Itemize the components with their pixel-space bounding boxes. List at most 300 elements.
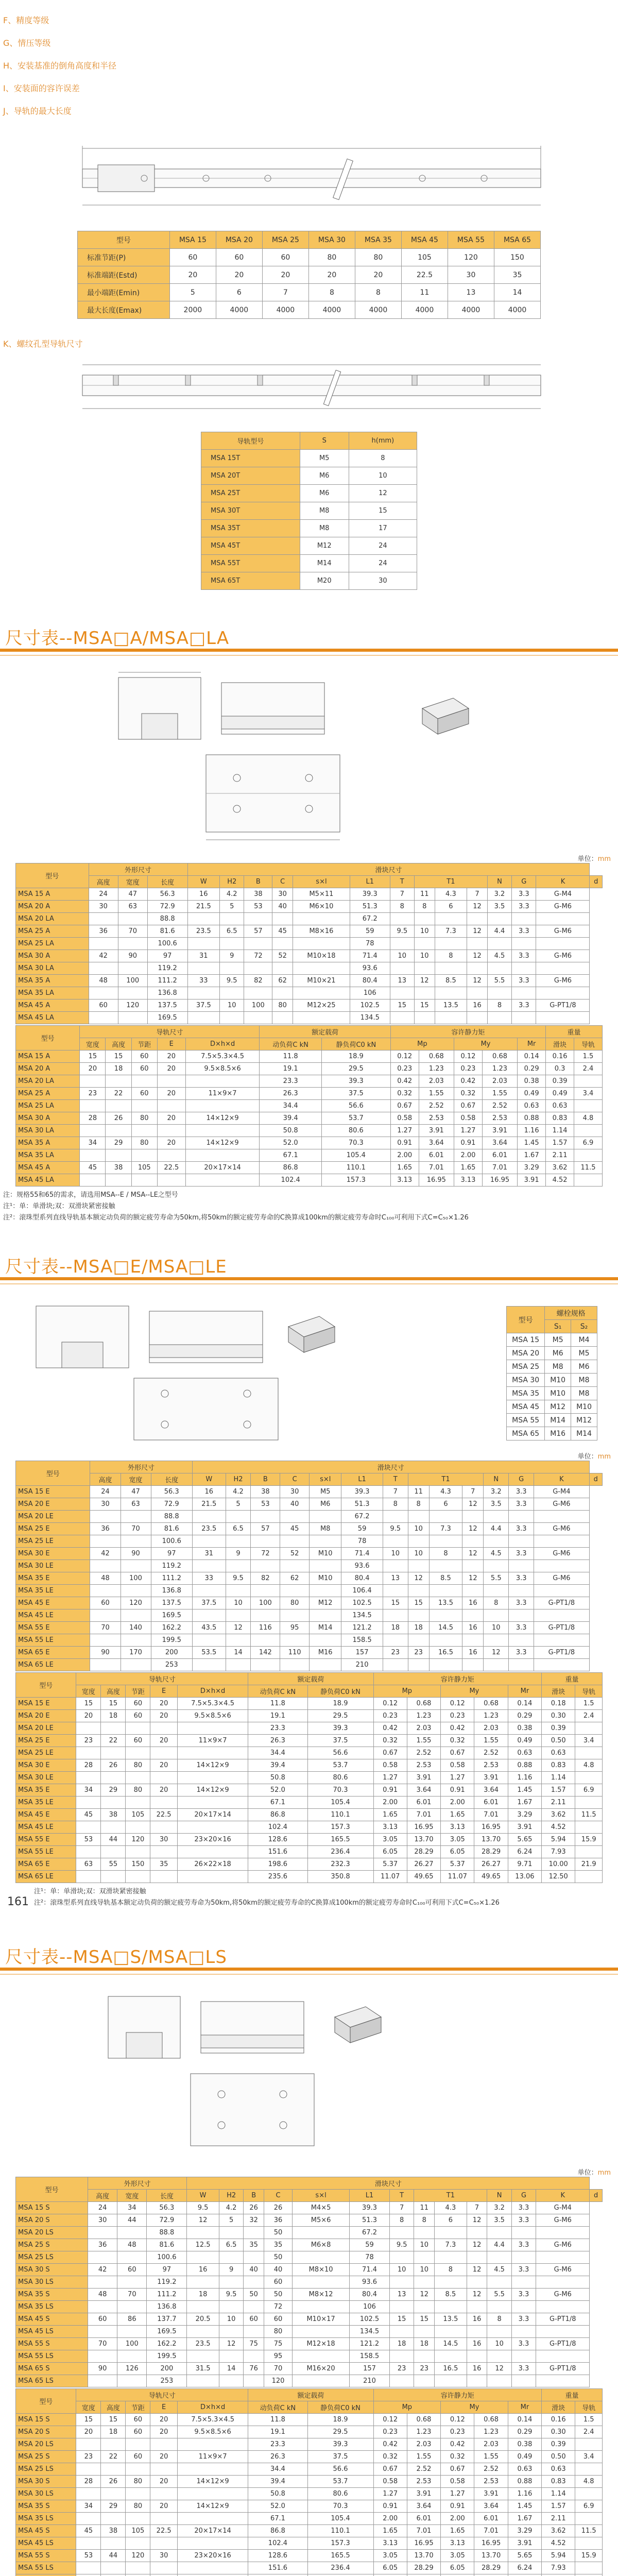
table-cell: 23.5 <box>187 2338 219 2350</box>
table-cell: MSA 45 LS <box>16 2326 88 2338</box>
section-title: 尺寸表--MSA□S/MSA□LS <box>5 1947 227 1968</box>
table-cell: 3.64 <box>474 1784 508 1797</box>
table-row <box>16 2426 603 2438</box>
table-cell: MSA 55 <box>507 1414 545 1427</box>
table-cell <box>509 1511 534 1523</box>
table-cell: 119.2 <box>147 2276 187 2289</box>
table-cell: G-M6 <box>534 1572 590 1585</box>
table-cell: 12 <box>414 2289 435 2301</box>
table-cell: 11.5 <box>575 2525 603 2537</box>
table-cell: MSA 65 <box>507 1427 545 1440</box>
table-cell: 26.27 <box>474 1858 508 1871</box>
table-cell <box>487 2227 511 2239</box>
table-cell: 48 <box>90 1572 121 1585</box>
table-cell: 0.38 <box>508 1722 541 1735</box>
table-row <box>16 2350 603 2363</box>
table-cell: 0.23 <box>390 1063 419 1075</box>
table-cell: MSA 30 <box>507 1374 545 1387</box>
header-cell: N <box>484 1473 509 1486</box>
table-cell <box>467 2350 487 2363</box>
table-cell <box>474 2574 508 2576</box>
table-cell: 0.18 <box>542 1698 575 1710</box>
table-cell: 45 <box>272 925 293 938</box>
table-cell: 26.3 <box>260 1088 321 1100</box>
table-cell: 13.70 <box>407 1834 440 1846</box>
table-cell: 60 <box>117 2264 147 2276</box>
table-cell: 1.45 <box>508 1784 541 1797</box>
table-cell: 80 <box>280 1597 310 1609</box>
table-cell: 162.2 <box>151 1622 192 1634</box>
table-cell: 2.52 <box>482 1100 517 1112</box>
table-cell: 22 <box>106 1088 131 1100</box>
table-cell <box>414 2301 435 2313</box>
table-cell: 9.5 <box>219 2289 243 2301</box>
unit-value: mm <box>597 1453 611 1461</box>
table-cell: 11.8 <box>248 2414 307 2426</box>
table-cell: 7.93 <box>542 1846 575 1858</box>
table-cell: 8 <box>484 1597 509 1609</box>
table-cell: MSA 25 LE <box>16 1747 76 1759</box>
table-row <box>16 1511 603 1523</box>
table-cell: MSA 45 S <box>16 2313 88 2326</box>
table-cell: 15 <box>383 1597 408 1609</box>
table-cell: 4.8 <box>574 1112 603 1125</box>
header-cell: D×h×d <box>177 2401 248 2414</box>
table-cell: 3.62 <box>542 2525 575 2537</box>
table-cell: MSA 35 A <box>16 975 89 987</box>
table-cell: 75 <box>244 2338 264 2350</box>
table-row <box>16 2301 603 2313</box>
table-cell: 26 <box>101 2476 126 2488</box>
table-cell <box>429 1659 462 1671</box>
table-cell <box>244 1012 272 1024</box>
table-cell <box>383 1511 408 1523</box>
header-cell: T1 <box>414 876 487 888</box>
table-cell: MSA 20 A <box>16 901 89 913</box>
table-cell: 70 <box>90 1622 121 1634</box>
table-cell: MSA 15 A <box>16 888 89 901</box>
table-row <box>16 1858 603 1871</box>
table-cell <box>575 2513 603 2525</box>
table-cell: M10 <box>545 1374 571 1387</box>
table-cell: 6.24 <box>508 1846 541 1858</box>
unit-label <box>578 1451 611 1461</box>
table-cell: 24 <box>349 537 417 555</box>
table-cell: 7.01 <box>419 1162 454 1174</box>
header-cell: 重量 <box>542 2389 603 2401</box>
table-cell: MSA 20 S <box>16 2214 88 2227</box>
table-cell <box>536 2301 590 2313</box>
table-cell: M12×18 <box>293 2338 350 2350</box>
table-cell: MSA 30 S <box>16 2476 76 2488</box>
table-cell: 7.01 <box>474 2525 508 2537</box>
table-cell: 3.29 <box>508 1809 541 1821</box>
table-cell: 100 <box>118 975 147 987</box>
table-cell: 2.53 <box>407 2476 440 2488</box>
table-cell: 13.06 <box>508 1871 541 1883</box>
table-cell: 36 <box>90 1523 121 1535</box>
table-cell: 38 <box>101 2525 126 2537</box>
table-cell: 0.83 <box>542 1759 575 1772</box>
table-cell: 70.3 <box>307 2500 373 2513</box>
table-cell <box>101 1722 126 1735</box>
table-cell: 137.5 <box>151 1597 192 1609</box>
table-cell: 0.23 <box>441 1710 474 1722</box>
table-cell: 6.5 <box>220 925 244 938</box>
table-cell <box>220 962 244 975</box>
table-cell: 22 <box>101 1735 126 1747</box>
table-cell: 21.5 <box>187 901 220 913</box>
table-cell: 10 <box>414 2264 435 2276</box>
table-cell: 70 <box>264 2363 293 2375</box>
table-cell: 39.4 <box>260 1112 321 1125</box>
table-cell: 50.8 <box>248 2488 307 2500</box>
header-cell: H2 <box>226 1473 251 1486</box>
section-e-dims-table <box>15 1461 603 1671</box>
table-cell: 5.94 <box>542 1834 575 1846</box>
table-cell <box>487 1012 511 1024</box>
table-cell: 3.64 <box>407 2500 440 2513</box>
table-cell: 8 <box>414 901 435 913</box>
table-cell: MSA 30 LS <box>16 2488 76 2500</box>
table-cell: MSA 25 S <box>16 2239 88 2251</box>
table-cell <box>536 938 590 950</box>
table-cell <box>408 1535 429 1548</box>
table-cell: 39.3 <box>350 888 390 901</box>
table-cell <box>509 1659 534 1671</box>
table-cell: MSA 25 LA <box>16 1100 80 1112</box>
block-technical-drawing <box>103 1986 412 2161</box>
table-cell: 30 <box>150 2550 178 2562</box>
table-cell <box>187 1012 220 1024</box>
header-cell: H2 <box>219 2190 243 2202</box>
table-row <box>507 1347 597 1360</box>
table-cell: 102.5 <box>341 1597 383 1609</box>
block-technical-drawing <box>31 1296 340 1450</box>
table-cell: 106.4 <box>341 1585 383 1597</box>
table-cell: M12×25 <box>293 999 350 1012</box>
table-row <box>16 1634 603 1647</box>
table-cell: 119.2 <box>151 1560 192 1572</box>
table-cell <box>126 1797 150 1809</box>
table-cell: 9.5×8.5×6 <box>177 2426 248 2438</box>
bullet-item: H、安装基准的倒角高度和半径 <box>3 61 117 71</box>
table-cell: 40 <box>280 1498 310 1511</box>
table-cell: 253 <box>147 2375 187 2387</box>
table-cell: 1.23 <box>482 1063 517 1075</box>
table-cell: 20 <box>150 1735 178 1747</box>
table-cell: MSA 20 <box>507 1347 545 1360</box>
header-cell: d <box>590 2190 603 2202</box>
table-cell: 0.23 <box>441 2426 474 2438</box>
table-cell <box>150 2513 178 2525</box>
table-cell: 34.4 <box>248 2463 307 2476</box>
table-cell: G-M6 <box>536 2289 590 2301</box>
table-cell: 26.27 <box>407 1858 440 1871</box>
table-cell: MSA 55 LE <box>16 1846 76 1858</box>
table-cell: 30 <box>448 266 494 284</box>
table-cell <box>467 2251 487 2264</box>
table-cell <box>90 1659 121 1671</box>
table-cell: 9.5 <box>389 2239 414 2251</box>
table-cell: 15 <box>80 1050 106 1063</box>
table-cell: 2.53 <box>407 1759 440 1772</box>
table-cell <box>280 1659 310 1671</box>
table-cell <box>126 1871 150 1883</box>
table-cell <box>90 1634 121 1647</box>
table-cell: 102.5 <box>350 2313 390 2326</box>
table-cell: 38 <box>106 1162 131 1174</box>
table-cell: 30 <box>349 572 417 590</box>
table-cell: 20×17×14 <box>185 1162 260 1174</box>
table-row <box>16 1784 603 1797</box>
table-cell: 3.3 <box>512 999 536 1012</box>
table-cell <box>414 2375 435 2387</box>
table-cell: 3.4 <box>575 2451 603 2463</box>
table-cell: 56.6 <box>307 1747 373 1759</box>
table-cell: 140 <box>121 1622 151 1634</box>
table-cell: 15 <box>101 2414 126 2426</box>
table-cell <box>177 2537 248 2550</box>
table-row <box>16 1149 603 1162</box>
table-cell: MSA 45T <box>201 537 300 555</box>
header-cell: 螺栓规格 <box>545 1307 597 1320</box>
table-cell: 53 <box>76 1834 101 1846</box>
table-cell: 3.3 <box>512 901 536 913</box>
table-cell: 6.9 <box>575 1784 603 1797</box>
header-cell: G <box>511 2190 536 2202</box>
table-cell: 9.5 <box>220 975 244 987</box>
table-cell: MSA 15T <box>201 450 300 467</box>
header-cell: E <box>150 1685 178 1698</box>
table-cell: 2.4 <box>574 1063 603 1075</box>
header-cell: d <box>589 1473 602 1486</box>
table-row <box>16 962 603 975</box>
table-cell: 7.01 <box>407 1809 440 1821</box>
table-cell <box>157 1149 185 1162</box>
table-cell: 56.6 <box>321 1100 390 1112</box>
table-cell: MSA 55 S <box>16 2550 76 2562</box>
header-cell: My <box>454 1038 517 1050</box>
table-cell: 72 <box>264 2301 293 2313</box>
table-cell <box>244 2251 264 2264</box>
table-cell: 11×9×7 <box>177 2451 248 2463</box>
table-cell: 3.05 <box>373 1834 407 1846</box>
table-row <box>16 1486 603 1498</box>
table-cell: 3.5 <box>487 2214 511 2227</box>
header-cell: S <box>300 432 349 450</box>
table-cell: 2.03 <box>407 2438 440 2451</box>
table-cell <box>429 1609 462 1622</box>
table-cell: 52.0 <box>248 1784 307 1797</box>
table-cell: 最大长度(Emax) <box>78 301 170 319</box>
table-cell: 35 <box>244 2239 264 2251</box>
table-cell: 80 <box>131 1137 157 1149</box>
table-cell <box>467 2276 487 2289</box>
table-cell <box>150 1797 178 1809</box>
table-cell: 1.45 <box>518 1137 546 1149</box>
table-cell <box>80 1149 106 1162</box>
table-cell: 0.67 <box>373 2463 407 2476</box>
table-cell: MSA 20 LS <box>16 2438 76 2451</box>
table-cell: 5.5 <box>484 1572 509 1585</box>
table-cell: 8 <box>349 450 417 467</box>
table-cell: 0.39 <box>546 1075 574 1088</box>
divider <box>0 655 618 656</box>
table-row <box>16 1572 603 1585</box>
table-cell: 100 <box>244 999 272 1012</box>
table-cell <box>76 2513 101 2525</box>
table-cell: 1.14 <box>542 2488 575 2500</box>
table-cell: G-M6 <box>536 901 590 913</box>
header-cell: W <box>187 2190 219 2202</box>
table-cell: MSA 45 A <box>16 999 89 1012</box>
table-cell <box>487 987 511 999</box>
table-cell: 6.01 <box>407 2513 440 2525</box>
table-cell: G-PT1/8 <box>536 2338 590 2350</box>
table-cell <box>177 1797 248 1809</box>
table-cell: 26 <box>244 2202 264 2214</box>
table-cell: 20×17×14 <box>177 1809 248 1821</box>
unit-prefix: 单位： <box>577 1453 598 1461</box>
table-cell: 1.27 <box>373 2488 407 2500</box>
table-cell: 6.5 <box>226 1523 251 1535</box>
table-cell: 20 <box>150 1759 178 1772</box>
table-cell: 12 <box>226 1622 251 1634</box>
table-cell: 14×12×9 <box>177 2500 248 2513</box>
table-cell: 6 <box>435 2214 467 2227</box>
table-cell: 71.4 <box>341 1548 383 1560</box>
table-cell: 3.2 <box>484 1486 509 1498</box>
table-cell: 165.5 <box>307 1834 373 1846</box>
table-cell <box>76 1797 101 1809</box>
table-cell: 3.3 <box>512 888 536 901</box>
header-cell: 长度 <box>147 876 187 888</box>
table-header-row <box>16 2401 603 2414</box>
table-cell: 38 <box>244 888 272 901</box>
table-row <box>201 572 417 590</box>
table-cell: 82 <box>244 975 272 987</box>
table-cell: 6.01 <box>482 1149 517 1162</box>
table-row <box>78 284 541 301</box>
table-cell: 0.63 <box>508 2463 541 2476</box>
table-cell <box>88 2276 117 2289</box>
header-cell: 型号 <box>78 231 170 249</box>
table-cell: 0.14 <box>508 1698 541 1710</box>
table-cell: 17 <box>349 520 417 537</box>
section-a-drawing <box>0 662 618 863</box>
table-cell: 5.37 <box>373 1858 407 1871</box>
table-cell: 2.00 <box>441 1797 474 1809</box>
table-cell: 31 <box>187 950 220 962</box>
table-cell: 136.8 <box>147 2301 187 2313</box>
table-header-row <box>16 1461 603 1473</box>
table-row <box>16 2264 603 2276</box>
header-cell: 导轨 <box>575 2401 603 2414</box>
table-cell: 4.4 <box>484 1523 509 1535</box>
table-cell: 134.5 <box>350 2326 390 2338</box>
table-cell: 136.8 <box>151 1585 192 1597</box>
table-cell: 20 <box>150 1784 178 1797</box>
table-cell <box>117 2276 147 2289</box>
table-cell: 50 <box>264 2227 293 2239</box>
table-cell: 16.95 <box>474 1821 508 1834</box>
table-cell: 11.8 <box>248 1698 307 1710</box>
table-cell: 6.05 <box>441 1846 474 1858</box>
table-cell: MSA 45 S <box>16 2525 76 2537</box>
header-cell: 滑块尺寸 <box>187 863 590 876</box>
table-cell: 14.5 <box>429 1622 462 1634</box>
header-cell: B <box>244 2190 264 2202</box>
table-row <box>16 2513 603 2525</box>
table-cell <box>310 1609 341 1622</box>
table-cell: 7 <box>390 888 414 901</box>
table-cell: 120 <box>448 249 494 266</box>
table-cell: 13.5 <box>435 2313 467 2326</box>
table-cell: 0.50 <box>542 1735 575 1747</box>
table-cell: 53.7 <box>307 1759 373 1772</box>
header-cell: 导轨尺寸 <box>80 1026 260 1038</box>
table-cell: 162.2 <box>147 2338 187 2350</box>
table-cell: 105.4 <box>307 1797 373 1809</box>
table-cell <box>462 1634 484 1647</box>
table-cell: M16 <box>545 1427 571 1440</box>
table-cell <box>101 2463 126 2476</box>
table-cell <box>101 2488 126 2500</box>
table-cell <box>414 913 435 925</box>
table-cell <box>383 1659 408 1671</box>
table-cell: 56.6 <box>307 2463 373 2476</box>
table-cell: 4.52 <box>542 1821 575 1834</box>
table-cell <box>408 1511 429 1523</box>
header-cell: 静负荷C0 kN <box>307 2401 373 2414</box>
table-cell: 2.00 <box>373 1797 407 1809</box>
table-cell: 12 <box>462 1548 484 1560</box>
table-cell: 70 <box>121 1523 151 1535</box>
header-cell: 导轨尺寸 <box>76 2389 248 2401</box>
table-cell: 20 <box>355 266 401 284</box>
table-cell: 5 <box>220 901 244 913</box>
table-cell <box>373 2574 407 2576</box>
table-cell <box>226 1535 251 1548</box>
header-cell: 重量 <box>542 1673 603 1685</box>
header-cell: MSA 25 <box>262 231 308 249</box>
table-cell: 110 <box>280 1647 310 1659</box>
table-cell: 0.68 <box>482 1050 517 1063</box>
header-cell: MSA 20 <box>216 231 262 249</box>
table-cell: 0.68 <box>407 1698 440 1710</box>
table-cell: 1.23 <box>407 1710 440 1722</box>
table-cell: MSA 30 S <box>16 2264 88 2276</box>
table-cell <box>244 913 272 925</box>
table-cell: MSA 20 E <box>16 1498 90 1511</box>
table-row <box>16 1698 603 1710</box>
table-cell: MSA 25 LS <box>16 2251 88 2264</box>
table-cell: 39.3 <box>307 2438 373 2451</box>
table-cell: 31 <box>192 1548 226 1560</box>
table-cell: 4000 <box>216 301 262 319</box>
table-cell <box>118 987 147 999</box>
table-cell: 2.4 <box>575 1710 603 1722</box>
table-cell <box>435 962 467 975</box>
table-cell <box>126 2438 150 2451</box>
table-cell: MSA 20 LA <box>16 913 89 925</box>
table-cell: 23.5 <box>187 925 220 938</box>
table-cell: 20 <box>150 2500 178 2513</box>
table-row <box>16 2562 603 2574</box>
table-cell <box>90 1609 121 1622</box>
table-cell: 67.2 <box>350 2227 390 2239</box>
